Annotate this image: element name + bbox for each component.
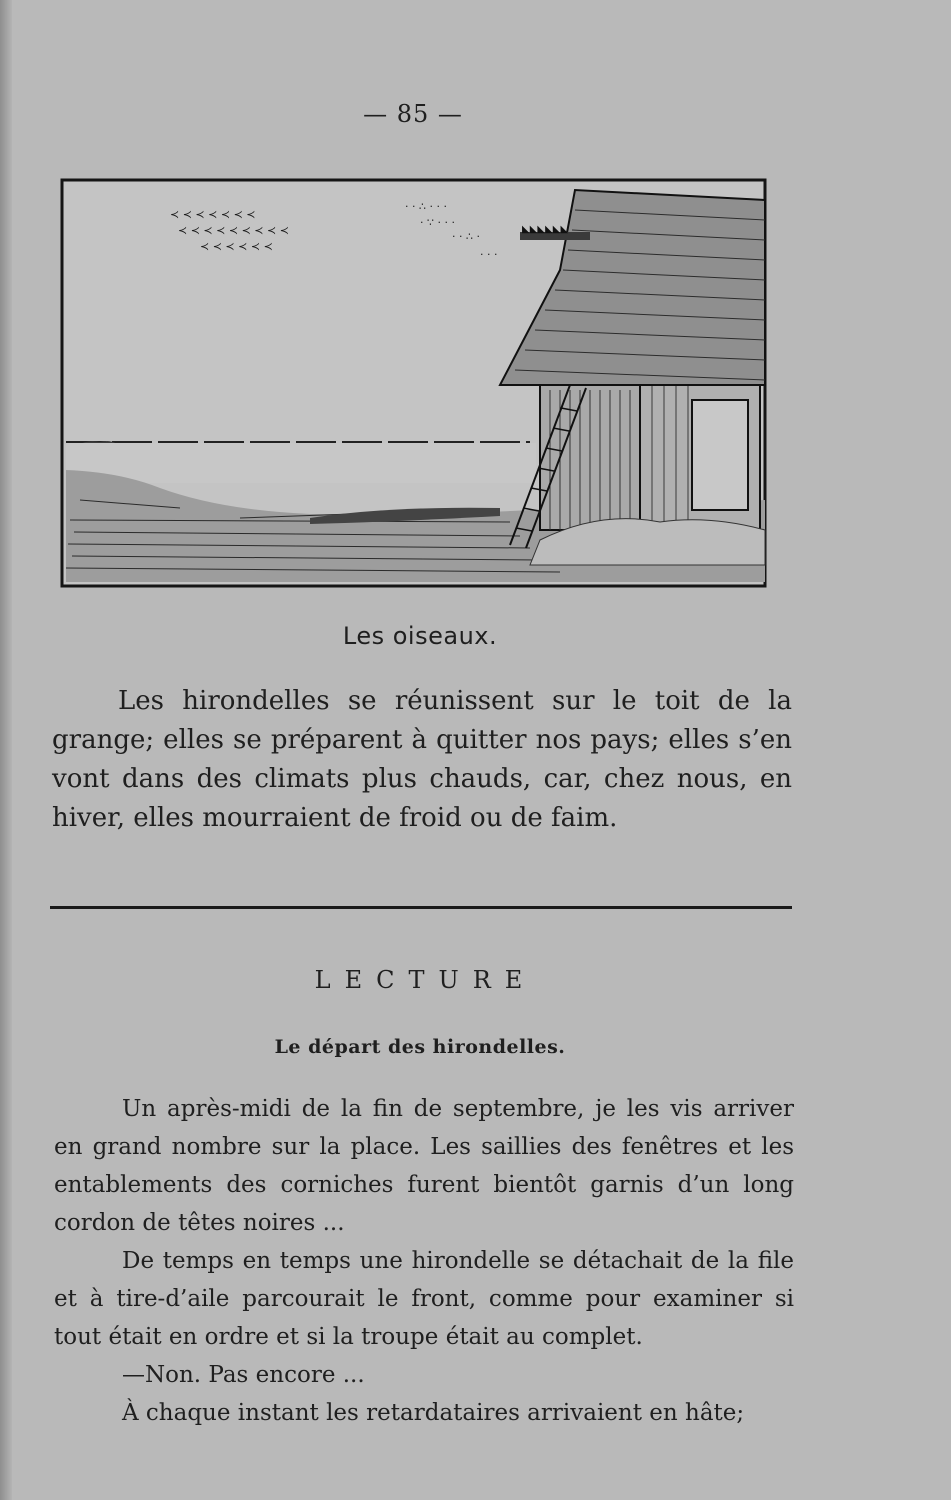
svg-text:≺ ≺ ≺ ≺ ≺ ≺ ≺ ≺ ≺: ≺ ≺ ≺ ≺ ≺ ≺ ≺ ≺ ≺ (178, 224, 289, 237)
lesson-paragraph: Les hirondelles se réunissent sur le toit de la grange; elles se préparent à quitter nos pays; elles s’en vont dans des climats plus chauds, car, chez nous, en hiver, elles mourraient de froid ou de faim. (52, 686, 792, 833)
section-divider (50, 906, 792, 909)
page-number: — 85 — (363, 100, 463, 128)
reading-paragraph: De temps en temps une hirondelle se détachait de la file et à tire-d’aile parcourait le front, comme pour examiner si tout était en ordre et si la troupe était au complet. (54, 1248, 794, 1350)
lesson-caption: Les oiseaux. (342, 622, 498, 650)
svg-text:· ∵ · · ·: · ∵ · · · (420, 216, 455, 229)
illustration-birds-barn (60, 170, 767, 588)
svg-text:· · ∴ ·: · · ∴ · (452, 230, 480, 243)
reading-title: Le départ des hirondelles. (274, 1036, 566, 1058)
reading-body (54, 1090, 794, 1432)
reading-heading: LECTURE (314, 966, 537, 994)
svg-text:· · ∴ · · ·: · · ∴ · · · (405, 200, 447, 213)
reading-paragraph: —Non. Pas encore ... (122, 1362, 365, 1388)
reading-paragraph: Un après-midi de la fin de septembre, je les vis arriver en grand nombre sur la place. Les saillies des fenêtres et les entablements des corniches furent bientôt garnis d’un long cordon de têtes noires ... (54, 1096, 794, 1236)
svg-text:≺ ≺ ≺ ≺ ≺ ≺ ≺: ≺ ≺ ≺ ≺ ≺ ≺ ≺ (170, 208, 256, 221)
reading-paragraph: À chaque instant les retardataires arrivaient en hâte; (122, 1400, 745, 1426)
page-edge (0, 0, 12, 1500)
svg-text:≺ ≺ ≺ ≺ ≺ ≺: ≺ ≺ ≺ ≺ ≺ ≺ (200, 240, 273, 253)
svg-text:· · ·: · · · (480, 248, 498, 261)
svg-text:◣◣◣◣◣◣: ◣◣◣◣◣◣ (522, 224, 569, 235)
